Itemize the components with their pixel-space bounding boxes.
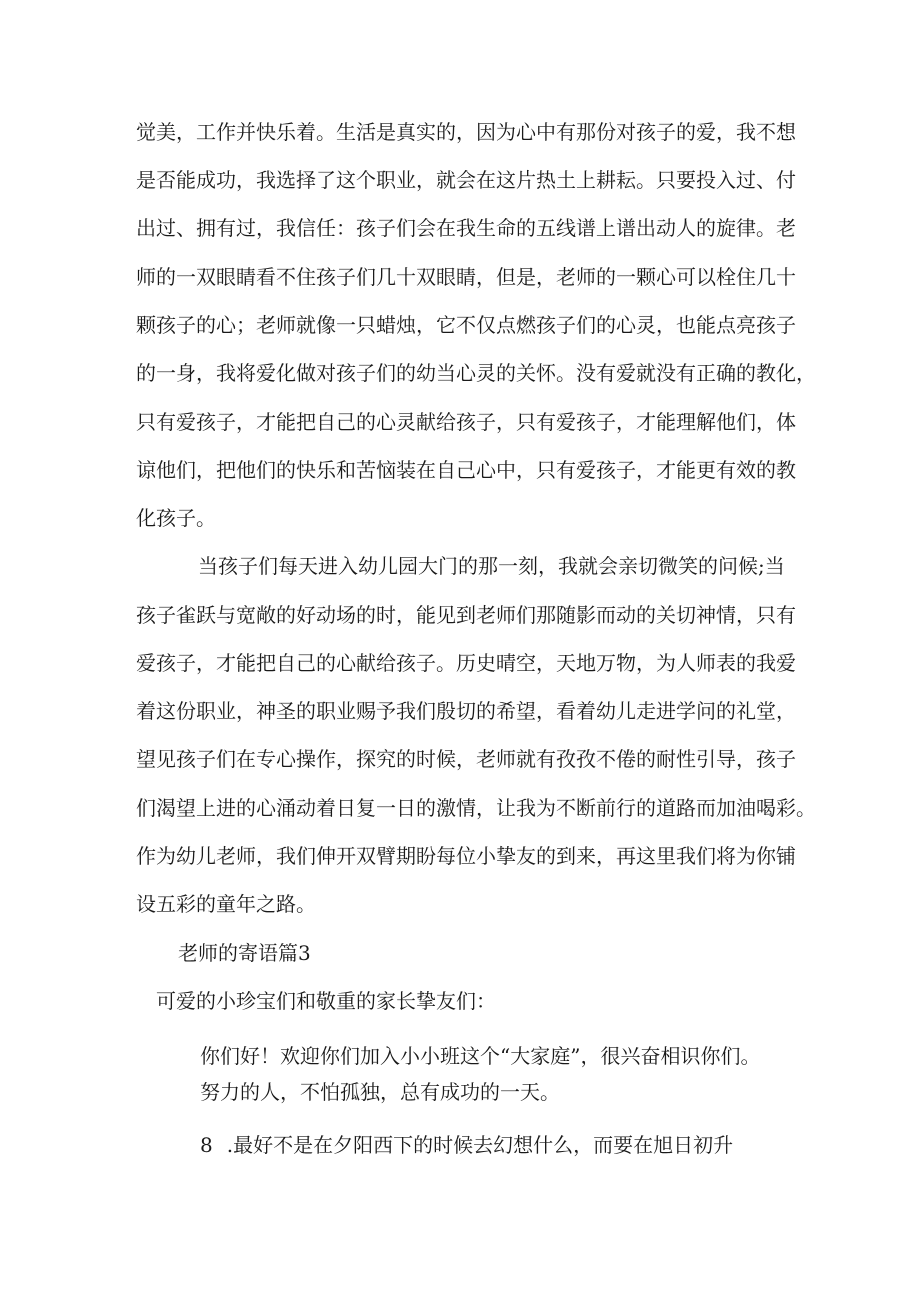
paragraph-1-line-3: 出过、拥有过，我信任：孩子们会在我生命的五线谱上谱出动人的旋律。老: [136, 216, 796, 240]
paragraph-1-line-7: 只有爱孩子，才能把自己的心灵献给孩子，只有爱孩子，才能理解他们，体: [136, 410, 796, 434]
paragraph-2-line-4: 着这份职业，神圣的职业赐予我们殷切的希望，看着幼儿走进学问的礼堂，: [136, 699, 796, 723]
paragraph-1-line-6: 的一身，我将爱化做对孩子们的幼当心灵的关怀。没有爱就没有正确的教化，: [136, 361, 816, 385]
paragraph-1-line-9: 化孩子。: [136, 506, 216, 530]
item-8-line: [200, 1132, 733, 1158]
paragraph-2-line-1: 当孩子们每天进入幼儿园大门的那一刻，我就会亲切微笑的问候;当: [198, 554, 785, 578]
greeting-line: 可爱的小珍宝们和敬重的家长挚友们：: [156, 989, 496, 1013]
paragraph-2-line-5: 望见孩子们在专心操作，探究的时候，老师就有孜孜不倦的耐性引导，孩子: [136, 747, 796, 771]
paragraph-1-line-1: 觉美，工作并快乐着。生活是真实的，因为心中有那份对孩子的爱，我不想: [136, 120, 796, 144]
paragraph-2-line-3: 爱孩子，才能把自己的心献给孩子。历史晴空，天地万物，为人师表的我爱: [136, 651, 796, 675]
item-8-text: .最好不是在夕阳西下的时候去幻想什么，而要在旭日初升: [226, 1133, 734, 1157]
item-8-number: 8: [200, 1133, 213, 1157]
paragraph-1-line-4: 师的一双眼睛看不住孩子们几十双眼睛，但是，老师的一颗心可以栓住几十: [136, 265, 796, 289]
paragraph-2-line-8: 设五彩的童年之路。: [136, 892, 316, 916]
paragraph-1-line-8: 谅他们，把他们的快乐和苦恼装在自己心中，只有爱孩子，才能更有效的教: [136, 458, 796, 482]
paragraph-2-line-6: 们渴望上进的心涌动着日复一日的激情，让我为不断前行的道路而加油喝彩。: [136, 796, 816, 820]
paragraph-2-line-7: 作为幼儿老师，我们伸开双臂期盼每位小挚友的到来，再这里我们将为你铺: [136, 844, 796, 868]
motto-line: 努力的人，不怕孤独，总有成功的一天。: [200, 1080, 560, 1104]
paragraph-2-line-2: 孩子雀跃与宽敞的好动场的时，能见到老师们那随影而动的关切神情，只有: [136, 603, 796, 627]
paragraph-1-line-5: 颗孩子的心；老师就像一只蜡烛，它不仅点燃孩子们的心灵，也能点亮孩子: [136, 313, 796, 337]
welcome-line: 你们好！欢迎你们加入小小班这个“大家庭”，很兴奋相识你们。: [200, 1044, 761, 1068]
section-heading: 老师的寄语篇3: [178, 941, 311, 965]
paragraph-1-line-2: 是否能成功，我选择了这个职业，就会在这片热土上耕耘。只要投入过、付: [136, 168, 796, 192]
